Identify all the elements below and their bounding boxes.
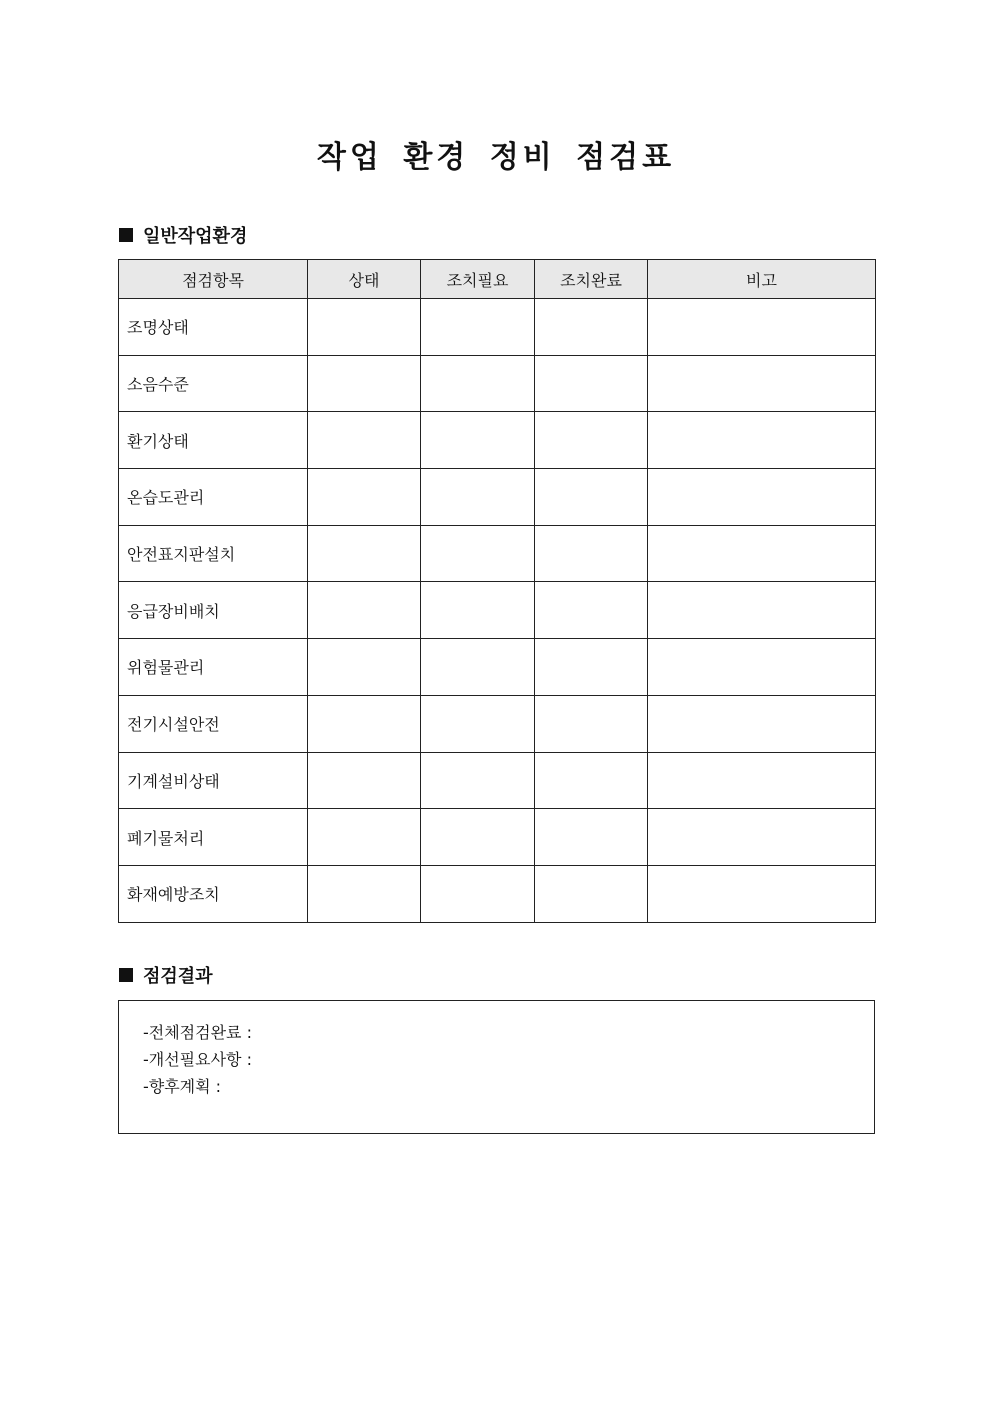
check-item-cell: 환기상태 xyxy=(119,412,308,469)
table-row xyxy=(119,582,876,639)
remarks-cell[interactable] xyxy=(648,695,876,752)
action-needed-cell[interactable] xyxy=(421,752,535,809)
section-heading-label: 일반작업환경 xyxy=(143,226,248,247)
remarks-cell[interactable] xyxy=(648,525,876,582)
status-cell[interactable] xyxy=(308,355,421,412)
header-check-item: 점검항목 xyxy=(119,260,308,299)
remarks-cell[interactable] xyxy=(648,582,876,639)
remarks-cell[interactable] xyxy=(648,469,876,526)
action-needed-cell[interactable] xyxy=(421,639,535,696)
table-row xyxy=(119,299,876,356)
check-item-cell: 응급장비배치 xyxy=(119,582,308,639)
check-item-cell: 온습도관리 xyxy=(119,469,308,526)
remarks-cell[interactable] xyxy=(648,299,876,356)
remarks-cell[interactable] xyxy=(648,865,876,922)
table-row xyxy=(119,752,876,809)
action-needed-cell[interactable] xyxy=(421,525,535,582)
header-action-done: 조치완료 xyxy=(535,260,648,299)
result-box xyxy=(118,1000,875,1134)
check-item-cell: 조명상태 xyxy=(119,299,308,356)
table-header-row xyxy=(119,260,876,299)
section-heading-label: 점검결과 xyxy=(143,966,213,987)
table-row xyxy=(119,639,876,696)
header-remarks: 비고 xyxy=(648,260,876,299)
header-action-needed: 조치필요 xyxy=(421,260,535,299)
remarks-cell[interactable] xyxy=(648,639,876,696)
table-row xyxy=(119,809,876,866)
action-done-cell[interactable] xyxy=(535,752,648,809)
result-line-overall: -전체점검완료 : xyxy=(143,1023,252,1042)
check-item-cell: 소음수준 xyxy=(119,355,308,412)
table-row xyxy=(119,469,876,526)
action-done-cell[interactable] xyxy=(535,809,648,866)
table-row xyxy=(119,412,876,469)
status-cell[interactable] xyxy=(308,865,421,922)
action-needed-cell[interactable] xyxy=(421,809,535,866)
result-line-plan: -향후계획 : xyxy=(143,1077,222,1096)
status-cell[interactable] xyxy=(308,412,421,469)
action-done-cell[interactable] xyxy=(535,582,648,639)
check-item-cell: 폐기물처리 xyxy=(119,809,308,866)
status-cell[interactable] xyxy=(308,525,421,582)
result-line-improvement: -개선필요사항 : xyxy=(143,1050,252,1069)
action-needed-cell[interactable] xyxy=(421,355,535,412)
check-item-cell: 기계설비상태 xyxy=(119,752,308,809)
status-cell[interactable] xyxy=(308,299,421,356)
action-done-cell[interactable] xyxy=(535,412,648,469)
table-row xyxy=(119,865,876,922)
action-needed-cell[interactable] xyxy=(421,582,535,639)
action-done-cell[interactable] xyxy=(535,355,648,412)
status-cell[interactable] xyxy=(308,582,421,639)
remarks-cell[interactable] xyxy=(648,752,876,809)
action-done-cell[interactable] xyxy=(535,299,648,356)
square-bullet-icon xyxy=(119,968,133,982)
action-done-cell[interactable] xyxy=(535,639,648,696)
action-done-cell[interactable] xyxy=(535,469,648,526)
remarks-cell[interactable] xyxy=(648,809,876,866)
check-item-cell: 안전표지판설치 xyxy=(119,525,308,582)
action-needed-cell[interactable] xyxy=(421,469,535,526)
action-needed-cell[interactable] xyxy=(421,865,535,922)
check-item-cell: 위험물관리 xyxy=(119,639,308,696)
section-heading-result xyxy=(119,962,213,988)
section-heading-general xyxy=(119,222,247,248)
status-cell[interactable] xyxy=(308,752,421,809)
action-needed-cell[interactable] xyxy=(421,695,535,752)
remarks-cell[interactable] xyxy=(648,355,876,412)
table-row xyxy=(119,695,876,752)
remarks-cell[interactable] xyxy=(648,412,876,469)
status-cell[interactable] xyxy=(308,695,421,752)
action-done-cell[interactable] xyxy=(535,525,648,582)
action-done-cell[interactable] xyxy=(535,865,648,922)
inspection-table xyxy=(118,259,876,923)
check-item-cell: 전기시설안전 xyxy=(119,695,308,752)
header-status: 상태 xyxy=(308,260,421,299)
table-row xyxy=(119,525,876,582)
status-cell[interactable] xyxy=(308,809,421,866)
square-bullet-icon xyxy=(119,228,133,242)
status-cell[interactable] xyxy=(308,469,421,526)
check-item-cell: 화재예방조치 xyxy=(119,865,308,922)
status-cell[interactable] xyxy=(308,639,421,696)
table-row xyxy=(119,355,876,412)
action-needed-cell[interactable] xyxy=(421,299,535,356)
document-title: 작업 환경 정비 점검표 xyxy=(316,140,676,175)
action-needed-cell[interactable] xyxy=(421,412,535,469)
action-done-cell[interactable] xyxy=(535,695,648,752)
